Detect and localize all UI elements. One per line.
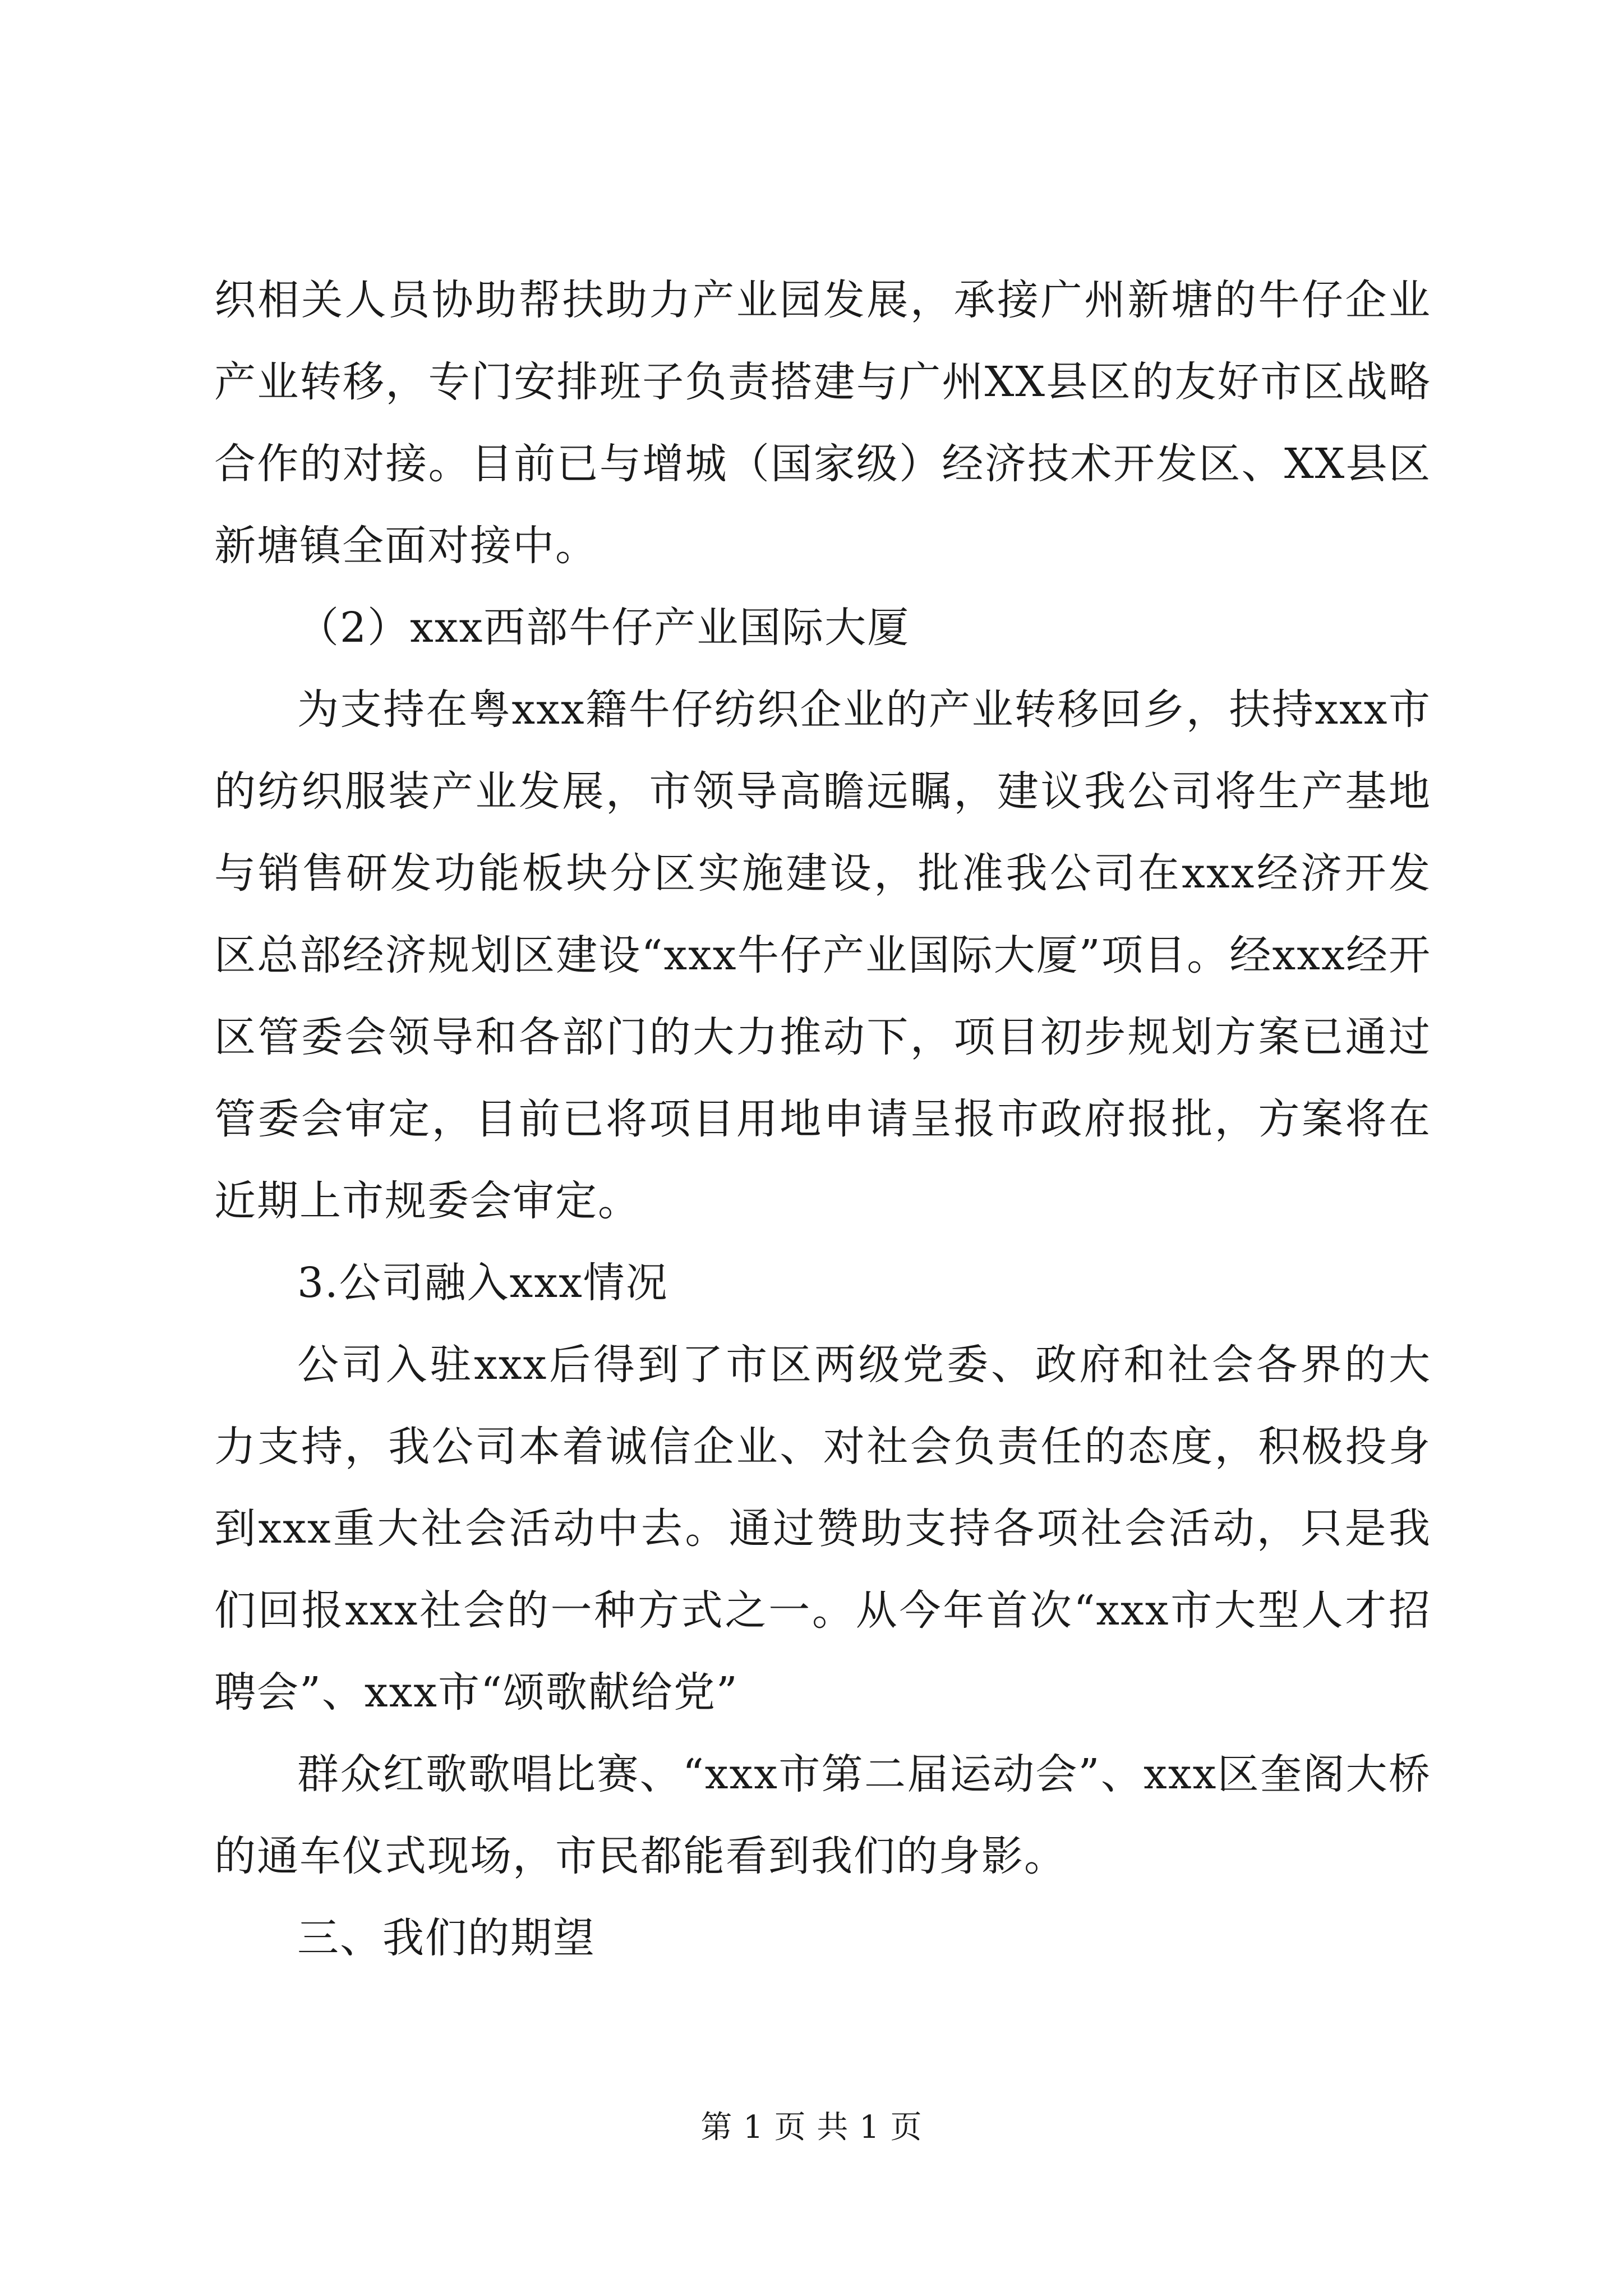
paragraph-continuation: 织相关人员协助帮扶助力产业园发展，承接广州新塘的牛仔企业产业转移，专门安排班子负责搭建与广州XX县区的友好市区战略合作的对接。目前已与增城（国家级）经济技术开发区、XX县区新塘镇全面对接中。 <box>214 276 1431 570</box>
paragraph-building-project: 为支持在粤xxx籍牛仔纺织企业的产业转移回乡，扶持xxx市的纺织服装产业发展，市领导高瞻远瞩，建议我公司将生产基地与销售研发功能板块分区实施建设，批准我公司在xxx经济开发区总部经济规划区建设“xxx牛仔产业国际大厦”项目。经xxx经开区管委会领导和各部门的大力推动下，项目初步规划方案已通过管委会审定，目前已将项目用地申请呈报市政府报批，方案将在近期上市规委会审定。 <box>214 685 1431 1225</box>
paragraph-events-list: 群众红歌歌唱比赛、“xxx市第二届运动会”、xxx区奎阁大桥的通车仪式现场，市民都能看到我们的身影。 <box>214 1750 1431 1880</box>
subheading-international-building: （2）xxx西部牛仔产业国际大厦 <box>297 604 910 652</box>
section-heading-expectations: 三、我们的期望 <box>297 1914 596 1962</box>
paragraph-social-activities: 公司入驻xxx后得到了市区两级党委、政府和社会各界的大力支持，我公司本着诚信企业、对社会负责任的态度，积极投身到xxx重大社会活动中去。通过赞助支持各项社会活动，只是我们回报xxx社会的一种方式之一。从今年首次“xxx市大型人才招聘会”、xxx市“颂歌献给党” <box>214 1341 1431 1717</box>
document-body <box>214 259 1431 1979</box>
subheading-company-integration: 3.公司融入xxx情况 <box>297 1259 668 1307</box>
page-number-footer: 第 1 页 共 1 页 <box>700 2109 923 2146</box>
